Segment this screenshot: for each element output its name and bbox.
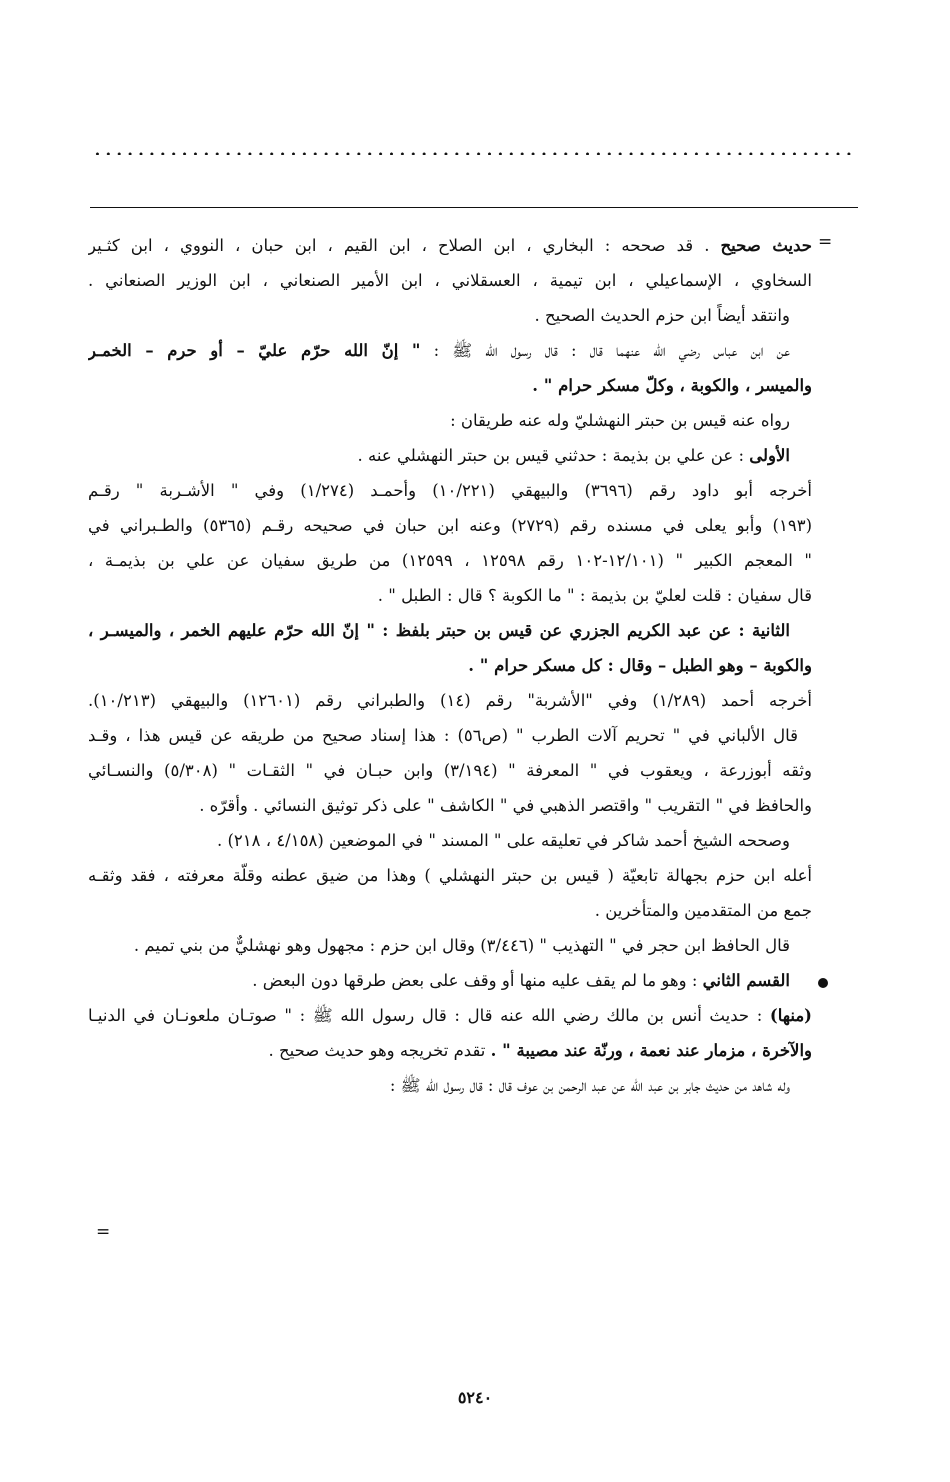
text-line: وانتقد أيضاً ابن حزم الحديث الصحيح .	[534, 306, 790, 325]
text-line: والميسر ، والكوبة ، وكلّ مسكر حرام " .	[532, 376, 812, 395]
text-line: (١٩٣) وأبو يعلى في مسنده رقم (٢٧٢٩) وعنه ابن حبان في صحيحه رقـم (٥٣٦٥) والطـبراني في	[88, 516, 812, 535]
continuation-mark-bottom: =	[96, 1222, 111, 1242]
text-line: وثقه أبوزرعة ، ويعقوب في " المعرفة " (٣/١٩٤) وابن حبـان في " الثقـات " (٥/٣٠٨) والنسـائي	[88, 761, 812, 780]
text-line: وله شاهد من حديث جابر بن عبد الله عن عبد الرحمن بن عوف قال : قال رسول الله ﷺ :	[389, 1076, 790, 1095]
footnote-text	[88, 228, 812, 1103]
text-line: والكوبة – وهو الطبل – وقال : كل مسكر حرام " .	[468, 656, 812, 675]
text-line: قال الألباني في " تحريم آلات الطرب " (ص٥٦) : هذا إسناد صحيح من طريقه عن قيس هذا ، وقـد	[88, 726, 799, 745]
text-line: والحافظ في " التقريب " واقتصر الذهبي في " الكاشف " على ذكر توثيق النسائي . وأقرّه .	[199, 796, 812, 815]
text-line: رواه عنه قيس بن حبتر النهشليّ وله عنه طريقان :	[450, 411, 790, 430]
text-line: الثانية : عن عبد الكريم الجزري عن قيس بن حبتر بلفظ : " إنّ الله حرّم عليهم الخمر ، والميسـر ،	[88, 621, 790, 640]
text-line: أخرجه أحمد (١/٢٨٩) وفي "الأشربة" رقم (١٤) والطبراني رقم (١٢٦٠١) والبيهقي (١٠/٢١٣).	[88, 691, 812, 710]
text-line: الأولى : عن علي بن بذيمة : حدثني قيس بن حبتر النهشلي عنه .	[357, 446, 790, 465]
text-line: السخاوي ، الإسماعيلي ، ابن تيمية ، العسقلاني ، ابن الأمير الصنعاني ، ابن الوزير الصنعاني .	[88, 271, 812, 290]
dotted-separator	[92, 146, 858, 160]
text-line: والآخرة ، مزمار عند نعمة ، ورنّة عند مصيبة " . تقدم تخريجه وهو حديث صحيح .	[268, 1041, 812, 1060]
text-line: " المعجم الكبير " (١٢/١٠١-١٠٢ رقم ١٢٥٩٨ ، ١٢٥٩٩) من طريق سفيان عن علي بن بذيمـة ،	[88, 551, 812, 570]
text-line: عن ابن عباس رضي الله عنهما قال : قال رسول الله ﷺ : " إنّ الله حرّم عليّ – أو حرم – الخمـر	[88, 341, 790, 360]
text-line: قال سفيان : قلت لعليّ بن بذيمة : " ما الكوبة ؟ قال : الطبل " .	[377, 586, 812, 605]
text-line: (منها) : حديث أنس بن مالك رضي الله عنه قال : قال رسول الله ﷺ : " صوتـان ملعونـان في الدنيـا	[88, 1006, 812, 1025]
text-line: أعله ابن حزم بجهالة تابعيّة ( قيس بن حبتر النهشلي ) وهذا من ضيق عطنه وقلّة معرفته ، فقد وثقـه	[88, 866, 812, 885]
continuation-mark-top: =	[818, 232, 833, 252]
text-line: قال الحافظ ابن حجر في " التهذيب " (٣/٤٤٦) وقال ابن حزم : مجهول وهو نهشليٌّ من بني تميم .	[133, 936, 790, 955]
text-line: جمع من المتقدمين والمتأخرين .	[594, 901, 812, 920]
text-line: حديث صحيح . قد صححه : البخاري ، ابن الصلاح ، ابن القيم ، ابن حبان ، النووي ، ابن كثـير	[88, 236, 812, 255]
text-line: أخرجه أبو داود رقم (٣٦٩٦) والبيهقي (١٠/٢٢١) وأحمـد (١/٢٧٤) وفي " الأشـربة " رقـم	[88, 481, 812, 500]
page-number: ٥٢٤٠	[457, 1388, 493, 1407]
bullet-icon	[818, 978, 828, 988]
text-line: القسم الثاني : وهو ما لم يقف عليه منها أو وقف على بعض طرقها دون البعض .	[252, 971, 790, 990]
footnote-rule	[90, 207, 858, 208]
text-line: وصححه الشيخ أحمد شاكر في تعليقه على " المسند " في الموضعين (٤/١٥٨ ، ٢١٨) .	[216, 831, 790, 850]
